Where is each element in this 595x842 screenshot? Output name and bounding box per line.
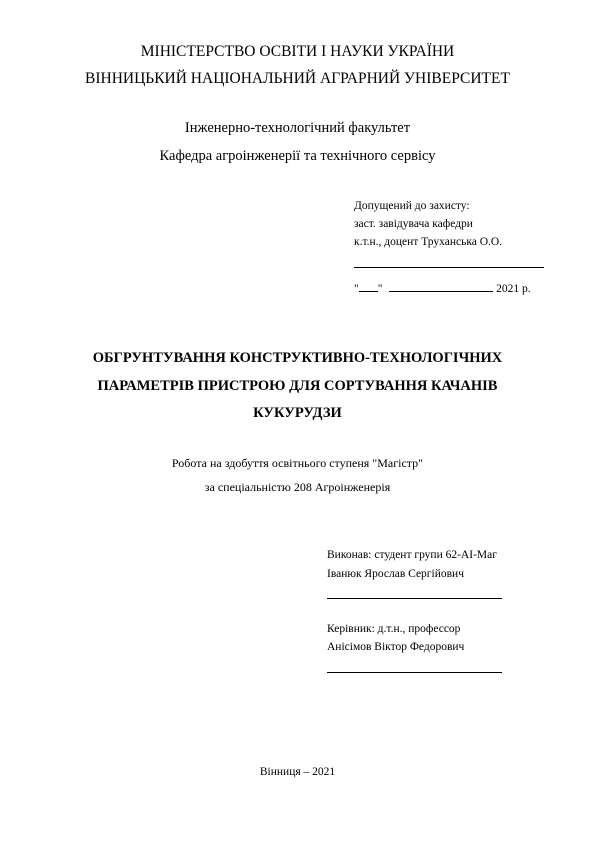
- thesis-title-line1: ОБГРУНТУВАННЯ КОНСТРУКТИВНО-ТЕХНОЛОГІЧНИХ: [92, 350, 503, 366]
- date-quote-open: ": [354, 283, 359, 295]
- thesis-title-line3: КУКУРУДЗИ: [253, 405, 342, 421]
- author-signature-line: [327, 598, 502, 599]
- specialty-line: за спеціальністю 208 Агроінженерія: [204, 480, 391, 494]
- thesis-title-line2: ПАРАМЕТРІВ ПРИСТРОЮ ДЛЯ СОРТУВАННЯ КАЧАНІВ: [97, 378, 498, 394]
- date-month-blank: [389, 290, 493, 292]
- degree-line: Робота на здобуття освітнього ступеня "Магістр": [171, 456, 424, 470]
- author-role: Виконав: студент групи 62-АІ-Маг: [327, 549, 497, 561]
- city-year: Вінниця – 2021: [259, 766, 336, 778]
- department-name: Кафедра агроінженерії та технічного сервісу: [159, 148, 436, 164]
- date-year: 2021 р.: [496, 283, 531, 295]
- supervisor-role: Керівник: д.т.н., профессор: [327, 623, 461, 635]
- approval-person: к.т.н., доцент Труханська О.О.: [354, 236, 503, 248]
- supervisor-name: Анісімов Віктор Федорович: [327, 641, 465, 653]
- ministry-name: МІНІСТЕРСТВО ОСВІТИ І НАУКИ УКРАЇНИ: [140, 43, 455, 60]
- date-day-blank: [359, 290, 378, 292]
- university-name: ВІННИЦЬКИЙ НАЦІОНАЛЬНИЙ АГРАРНИЙ УНІВЕРСИТЕТ: [85, 70, 510, 87]
- author-name: Іванюк Ярослав Сергійович: [327, 568, 464, 580]
- approval-position: заст. завідувача кафедри: [354, 218, 473, 230]
- approval-date: [354, 284, 531, 296]
- faculty-name: Інженерно-технологічний факультет: [184, 120, 411, 136]
- supervisor-signature-line: [327, 672, 502, 673]
- approval-heading: Допущений до захисту:: [354, 200, 470, 212]
- date-quote-close: ": [377, 283, 383, 295]
- approval-signature-line: [354, 267, 544, 268]
